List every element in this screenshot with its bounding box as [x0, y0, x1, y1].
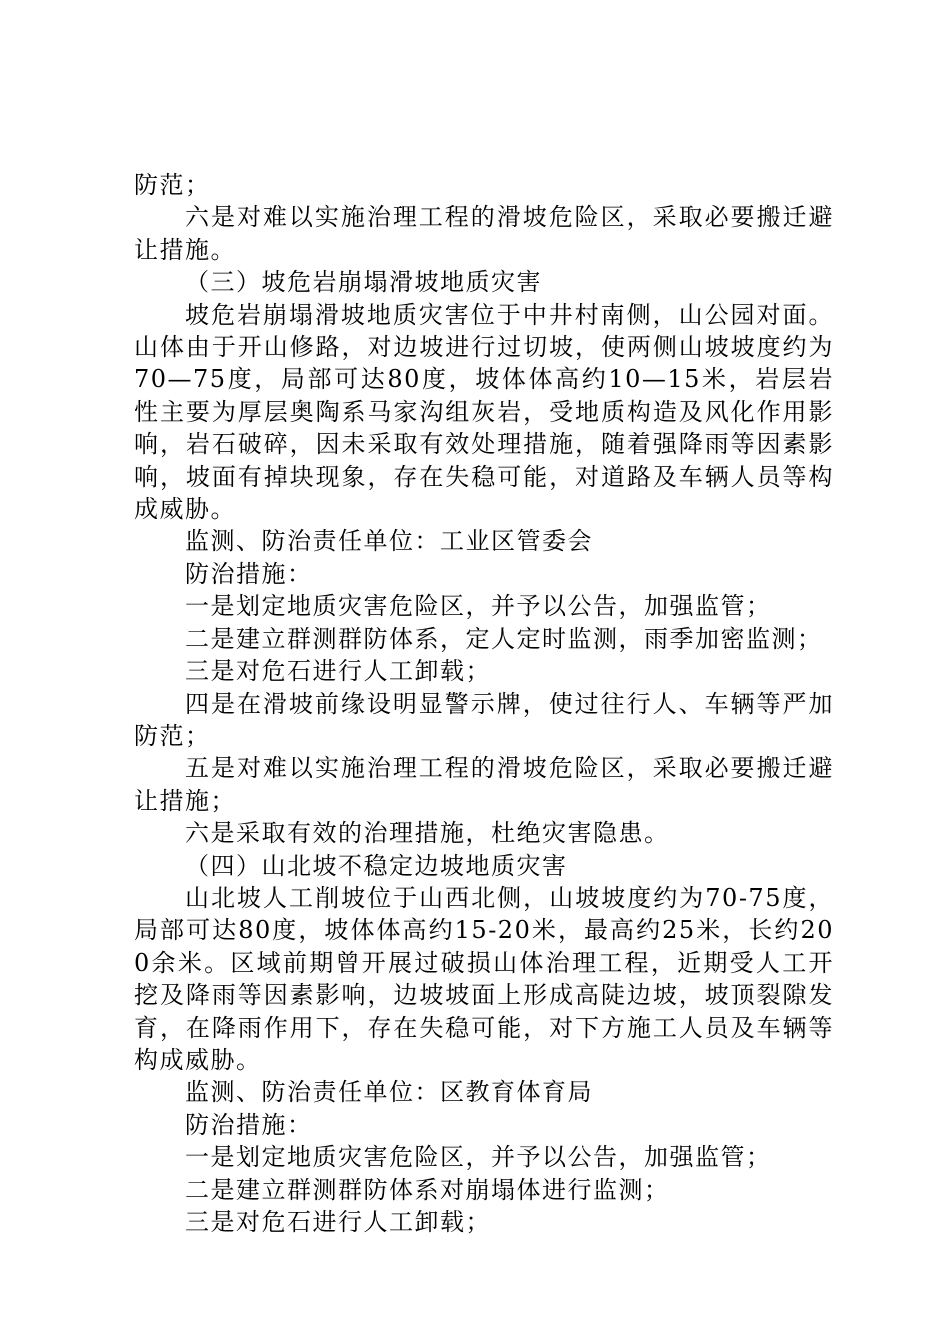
paragraph-continuation: 防范；	[134, 171, 211, 199]
paragraph-item: 六是对难以实施治理工程的滑坡危险区，采取必要搬迁避让措施。	[134, 203, 834, 264]
measure-item: 二是建立群测群防体系对崩塌体进行监测；	[185, 1175, 670, 1204]
document-body	[134, 169, 834, 1238]
measure-item: 五是对难以实施治理工程的滑坡危险区，采取必要搬迁避让措施；	[134, 754, 834, 815]
measure-item: 三是对危石进行人工卸载；	[185, 1208, 491, 1236]
measure-item: 三是对危石进行人工卸载；	[185, 657, 491, 686]
measure-item: 四是在滑坡前缘设明显警示牌，使过往行人、车辆等严加防范；	[134, 689, 834, 750]
responsible-unit: 监测、防治责任单位：区教育体育局	[185, 1078, 593, 1107]
paragraph-description: 山北坡人工削坡位于山西北侧，山坡坡度约为70-75度，局部可达80度，坡体体高约15-20米，最高约25米，长约200余米。区域前期曾开展过破损山体治理工程，近期受人工开挖及降雨等因素影响，边坡坡面上形成高陡边坡，坡顶裂隙发育，在降雨作用下，存在失稳可能，对下方施工人员及车辆等构成威胁。	[134, 883, 834, 1074]
section-heading: （四）山北坡不稳定边坡地质灾害	[185, 851, 568, 880]
measures-label: 防治措施：	[185, 559, 313, 588]
measures-label: 防治措施：	[185, 1110, 313, 1139]
measure-item: 一是划定地质灾害危险区，并予以公告，加强监管；	[185, 1143, 772, 1172]
measure-item: 二是建立群测群防体系，定人定时监测，雨季加密监测；	[185, 624, 823, 653]
measure-item: 六是采取有效的治理措施，杜绝灾害隐患。	[185, 819, 670, 848]
section-heading: （三）坡危岩崩塌滑坡地质灾害	[185, 268, 542, 297]
responsible-unit: 监测、防治责任单位：工业区管委会	[185, 527, 593, 556]
measure-item: 一是划定地质灾害危险区，并予以公告，加强监管；	[185, 592, 772, 621]
paragraph-description: 坡危岩崩塌滑坡地质灾害位于中井村南侧，山公园对面。山体由于开山修路，对边坡进行过切坡，使两侧山坡坡度约为70—75度，局部可达80度，坡体体高约10—15米，岩层岩性主要为厚层奥陶系马家沟组灰岩，受地质构造及风化作用影响，岩石破碎，因未采取有效处理措施，随着强降雨等因素影响，坡面有掉块现象，存在失稳可能，对道路及车辆人员等构成威胁。	[134, 300, 834, 524]
